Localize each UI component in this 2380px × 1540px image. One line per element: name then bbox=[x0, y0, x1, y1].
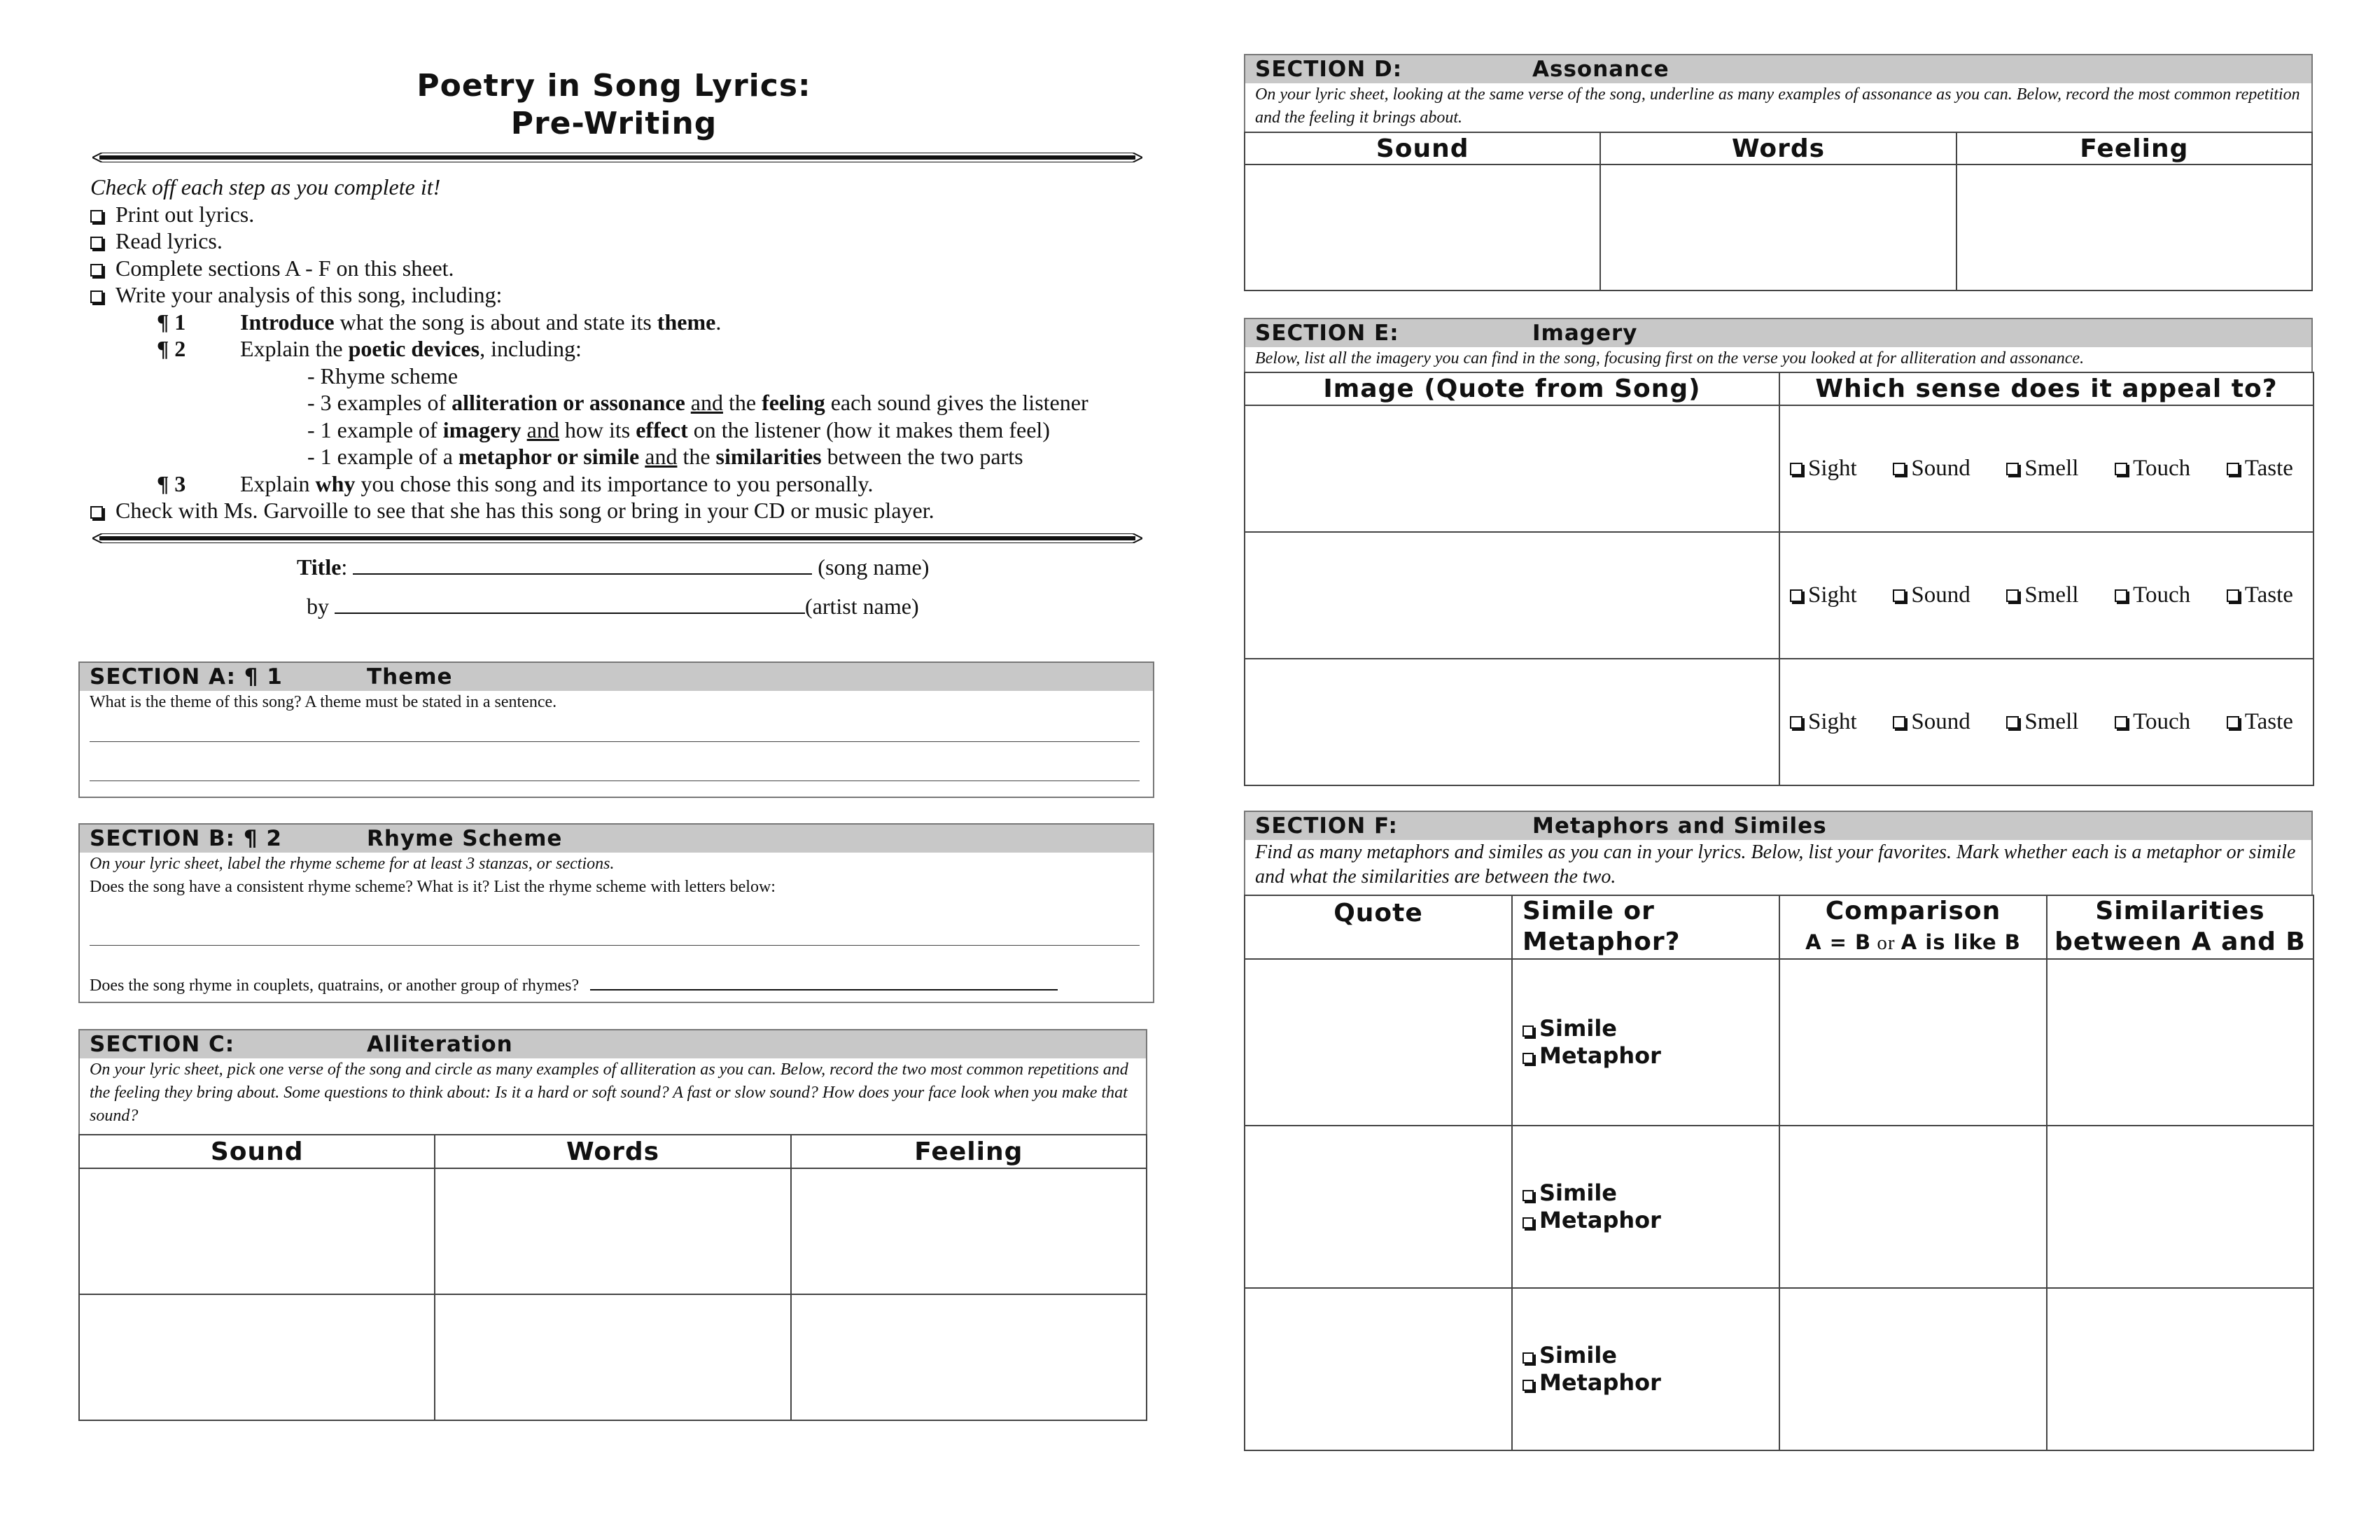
section-b-question: Does the song rhyme in couplets, quatrains, or another group of rhymes? bbox=[80, 974, 1068, 997]
table-cell[interactable] bbox=[1245, 959, 1512, 1126]
sense-options bbox=[1779, 405, 2314, 532]
sub-item-alliteration: - 3 examples of alliteration or assonance and the feeling each sound gives the listener bbox=[307, 390, 1088, 415]
sense-option[interactable]: Taste bbox=[2227, 456, 2293, 482]
checklist-item[interactable]: Complete sections A - F on this sheet. bbox=[90, 255, 1154, 282]
checkbox-icon[interactable] bbox=[90, 290, 103, 303]
sub-item-metaphor: - 1 example of a metaphor or simile and the similarities between the two parts bbox=[307, 444, 1023, 469]
rhyme-group-blank[interactable] bbox=[590, 976, 1058, 990]
column-header: Image (Quote from Song) bbox=[1245, 372, 1779, 405]
table-cell[interactable] bbox=[791, 1294, 1147, 1420]
artist-line: by (artist name) bbox=[307, 594, 919, 619]
table-cell[interactable] bbox=[1779, 1126, 2047, 1288]
column-header: Feeling bbox=[791, 1135, 1147, 1168]
table-cell[interactable] bbox=[1245, 164, 1600, 290]
paragraph-3-step: ¶ 3 Explain why you chose this song and its importance to you personally. bbox=[157, 470, 874, 496]
section-f-header: SECTION F: Metaphors and Similes bbox=[1245, 812, 2311, 840]
sense-option[interactable]: Sight bbox=[1790, 709, 1857, 735]
section-f bbox=[1244, 811, 2313, 896]
table-cell[interactable] bbox=[791, 1168, 1147, 1294]
column-header: Quote bbox=[1245, 895, 1512, 959]
table-cell[interactable] bbox=[2047, 959, 2314, 1126]
section-b-header: SECTION B: ¶ 2 Rhyme Scheme bbox=[80, 825, 1153, 853]
simile-metaphor-options bbox=[1512, 959, 1779, 1126]
section-e-table bbox=[1244, 372, 2314, 786]
sense-option[interactable]: Sound bbox=[1893, 709, 1970, 735]
option-simile[interactable]: Simile bbox=[1522, 1342, 1779, 1369]
paragraph-1-step: ¶ 1 Introduce what the song is about and state its theme. bbox=[157, 309, 722, 335]
pilcrow-2: ¶ 2 bbox=[157, 336, 186, 361]
section-e bbox=[1244, 318, 2313, 372]
middle-divider bbox=[92, 533, 1142, 543]
paragraph-2-step: ¶ 2 Explain the poetic devices, including: bbox=[157, 336, 582, 361]
section-e-header: SECTION E: Imagery bbox=[1245, 319, 2311, 347]
section-b-desc: Does the song have a consistent rhyme scheme? What is it? List the rhyme scheme with letters below: bbox=[90, 878, 776, 896]
simile-metaphor-options bbox=[1512, 1288, 1779, 1450]
table-cell[interactable] bbox=[1245, 405, 1779, 532]
song-title-line: Title: (song name) bbox=[297, 554, 930, 580]
simile-metaphor-options bbox=[1512, 1126, 1779, 1288]
top-divider bbox=[92, 153, 1142, 162]
sense-option[interactable]: Touch bbox=[2115, 709, 2190, 735]
section-b bbox=[78, 823, 1154, 1003]
section-d bbox=[1244, 54, 2313, 132]
column-header: Sound bbox=[79, 1135, 435, 1168]
sense-options bbox=[1779, 659, 2314, 785]
sub-item-imagery: - 1 example of imagery and how its effect on the listener (how it makes them feel) bbox=[307, 416, 1050, 442]
option-simile[interactable]: Simile bbox=[1522, 1015, 1779, 1042]
column-header: Comparison A = B or A is like B bbox=[1779, 895, 2047, 959]
sense-option[interactable]: Touch bbox=[2115, 582, 2190, 608]
answer-line[interactable] bbox=[90, 741, 1140, 742]
section-c-desc: On your lyric sheet, pick one verse of the song and circle as many examples of alliteration as you can. Below, record the two most common repetitions and the feeling they bring about. Some questions to think about: Is it a hard or soft sound? A fast or slow sound? How does your face look when you make that sound? bbox=[90, 1060, 1128, 1125]
sense-option[interactable]: Sight bbox=[1790, 456, 1857, 482]
section-e-desc: Below, list all the imagery you can find in the song, focusing first on the verse you looked at for alliteration and assonance. bbox=[1255, 349, 2085, 368]
sub-item-rhyme: - Rhyme scheme bbox=[307, 363, 458, 388]
sense-options bbox=[1779, 532, 2314, 659]
table-cell[interactable] bbox=[1600, 164, 1956, 290]
column-header: Sound bbox=[1245, 132, 1600, 164]
table-cell[interactable] bbox=[79, 1294, 435, 1420]
sense-option[interactable]: Sound bbox=[1893, 456, 1970, 482]
sense-option[interactable]: Smell bbox=[2006, 456, 2078, 482]
table-cell[interactable] bbox=[435, 1294, 790, 1420]
sense-option[interactable]: Touch bbox=[2115, 456, 2190, 482]
sense-option[interactable]: Smell bbox=[2006, 582, 2078, 608]
section-d-header: SECTION D: Assonance bbox=[1245, 55, 2311, 83]
table-cell[interactable] bbox=[79, 1168, 435, 1294]
table-cell[interactable] bbox=[1245, 659, 1779, 785]
table-cell[interactable] bbox=[2047, 1126, 2314, 1288]
section-a-desc: What is the theme of this song? A theme must be stated in a sentence. bbox=[90, 693, 557, 711]
section-d-table bbox=[1244, 132, 2313, 291]
checklist-item[interactable]: Write your analysis of this song, including: bbox=[90, 281, 1154, 309]
table-cell[interactable] bbox=[1779, 959, 2047, 1126]
sense-option[interactable]: Taste bbox=[2227, 582, 2293, 608]
answer-line[interactable] bbox=[90, 945, 1140, 946]
checklist-intro: Check off each step as you complete it! bbox=[90, 174, 441, 200]
page-title bbox=[78, 67, 1149, 143]
column-header: Which sense does it appeal to? bbox=[1779, 372, 2314, 405]
checkbox-icon[interactable] bbox=[90, 264, 103, 276]
table-cell[interactable] bbox=[2047, 1288, 2314, 1450]
section-a-header: SECTION A: ¶ 1 Theme bbox=[80, 663, 1153, 691]
section-c bbox=[78, 1029, 1147, 1135]
column-header: Similarities between A and B bbox=[2047, 895, 2314, 959]
option-metaphor[interactable]: Metaphor bbox=[1522, 1369, 1779, 1396]
table-cell[interactable] bbox=[1956, 164, 2312, 290]
pilcrow-3: ¶ 3 bbox=[157, 470, 186, 496]
sense-option[interactable]: Taste bbox=[2227, 709, 2293, 735]
artist-blank[interactable] bbox=[335, 594, 805, 614]
section-a bbox=[78, 662, 1154, 798]
sense-option[interactable]: Sight bbox=[1790, 582, 1857, 608]
table-cell[interactable] bbox=[1245, 1126, 1512, 1288]
checklist-item[interactable]: Read lyrics. bbox=[90, 227, 1154, 255]
section-d-desc: On your lyric sheet, looking at the same verse of the song, underline as many examples of assonance as you can. Below, record the most common repetition and the feeling it brings about. bbox=[1255, 85, 2300, 127]
title-line-2: Pre-Writing bbox=[510, 106, 718, 141]
checkbox-icon[interactable] bbox=[90, 210, 103, 223]
section-b-instruction: On your lyric sheet, label the rhyme scheme for at least 3 stanzas, or sections. bbox=[90, 855, 615, 873]
checklist-item[interactable]: Check with Ms. Garvoille to see that she has this song or bring in your CD or music player. bbox=[90, 497, 1154, 524]
section-f-desc: Find as many metaphors and similes as you can in your lyrics. Below, list your favorites. Mark whether each is a metaphor or simile and what the similarities are between the two. bbox=[1255, 841, 2296, 888]
checkbox-icon[interactable] bbox=[90, 506, 103, 519]
option-simile[interactable]: Simile bbox=[1522, 1180, 1779, 1207]
option-metaphor[interactable]: Metaphor bbox=[1522, 1042, 1779, 1070]
column-header: Feeling bbox=[1956, 132, 2312, 164]
pilcrow-1: ¶ 1 bbox=[157, 309, 186, 335]
section-f-table bbox=[1244, 895, 2314, 1451]
table-cell[interactable] bbox=[1779, 1288, 2047, 1450]
column-header: Simile or Metaphor? bbox=[1512, 895, 1779, 959]
section-c-header: SECTION C: Alliteration bbox=[80, 1030, 1146, 1058]
title-line-1: Poetry in Song Lyrics: bbox=[416, 68, 811, 104]
option-metaphor[interactable]: Metaphor bbox=[1522, 1207, 1779, 1234]
checklist-item[interactable]: Print out lyrics. bbox=[90, 201, 1154, 228]
answer-line[interactable] bbox=[90, 780, 1140, 781]
column-header: Words bbox=[1600, 132, 1956, 164]
checklist bbox=[90, 174, 1154, 524]
column-header: Words bbox=[435, 1135, 790, 1168]
section-c-table bbox=[78, 1134, 1147, 1421]
sense-option[interactable]: Sound bbox=[1893, 582, 1970, 608]
table-cell[interactable] bbox=[1245, 1288, 1512, 1450]
table-cell[interactable] bbox=[1245, 532, 1779, 659]
song-title-blank[interactable] bbox=[353, 555, 812, 575]
sense-option[interactable]: Smell bbox=[2006, 709, 2078, 735]
checkbox-icon[interactable] bbox=[90, 237, 103, 249]
table-cell[interactable] bbox=[435, 1168, 790, 1294]
